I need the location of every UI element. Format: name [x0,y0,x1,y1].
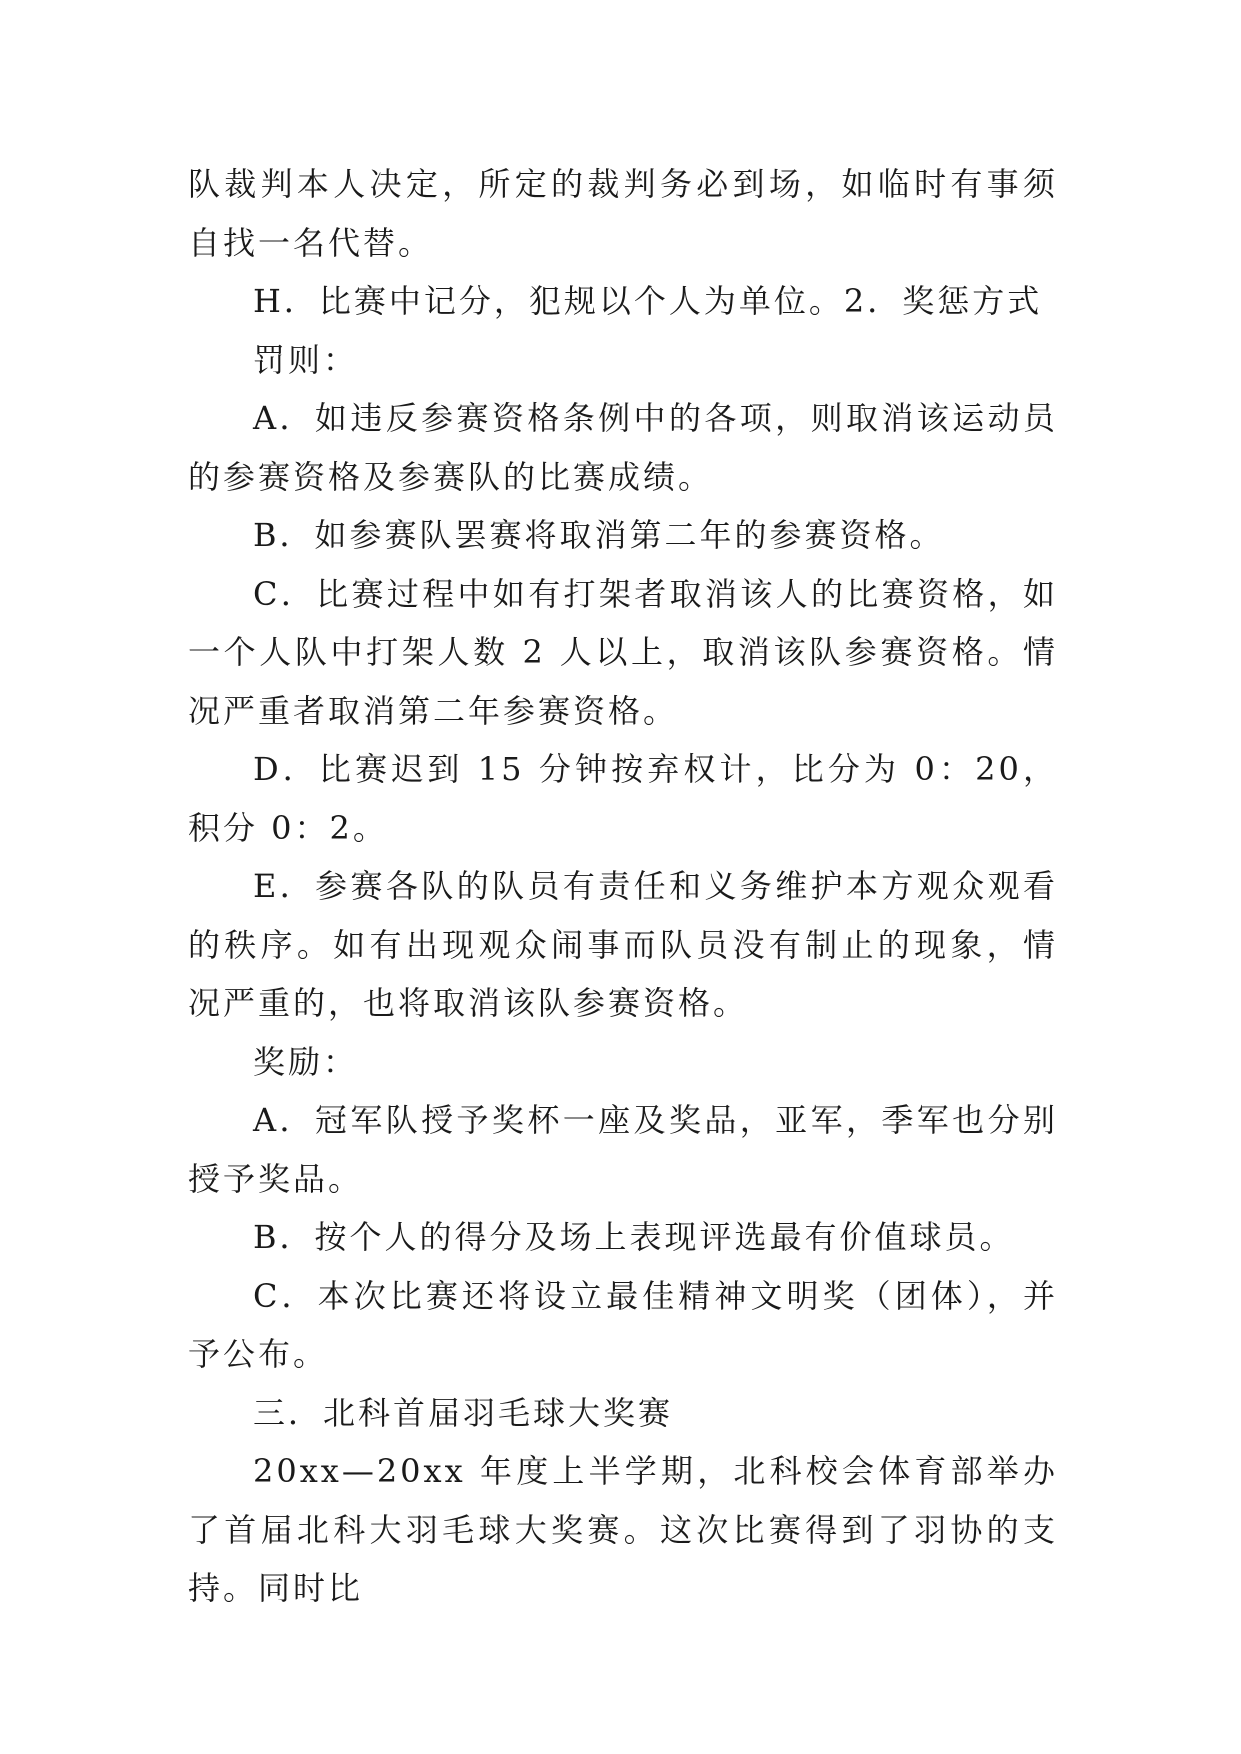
heading-penalties: 罚则： [253,340,359,379]
paragraph-penalty-b: B．如参赛队罢赛将取消第二年的参赛资格。 [253,516,945,554]
section-heading-badminton: 三．北科首届羽毛球大奖赛 [253,1393,674,1432]
paragraph-reward-a: A．冠军队授予奖杯一座及奖品，亚军，季军也分别授予奖品。 [188,1101,1058,1198]
paragraph-badminton-intro: 20xx—20xx 年度上半学期，北科校会体育部举办了首届北科大羽毛球大奖赛。这次比赛得到了羽协的支持。同时比 [188,1452,1058,1607]
heading-rewards: 奖励： [253,1042,359,1081]
paragraph-referee-note: 队裁判本人决定，所定的裁判务必到场，如临时有事须自找一名代替。 [188,165,1058,262]
paragraph-penalty-c: C．比赛过程中如有打架者取消该人的比赛资格，如一个人队中打架人数 2 人以上，取消该队参赛资格。情况严重者取消第二年参赛资格。 [188,574,1058,730]
paragraph-rule-h: H．比赛中记分，犯规以个人为单位。2．奖惩方式 [253,282,1043,320]
paragraph-penalty-e: E．参赛各队的队员有责任和义务维护本方观众观看的秩序。如有出现观众闹事而队员没有制止的现象，情况严重的，也将取消该队参赛资格。 [188,867,1058,1022]
paragraph-reward-b: B．按个人的得分及场上表现评选最有价值球员。 [253,1218,1015,1256]
paragraph-reward-c: C．本次比赛还将设立最佳精神文明奖（团体），并予公布。 [188,1276,1058,1373]
paragraph-penalty-a: A．如违反参赛资格条例中的各项，则取消该运动员的参赛资格及参赛队的比赛成绩。 [188,399,1058,496]
document-body [188,155,1058,1618]
paragraph-penalty-d: D．比赛迟到 15 分钟按弃权计，比分为 0：20，积分 0：2。 [188,750,1058,847]
